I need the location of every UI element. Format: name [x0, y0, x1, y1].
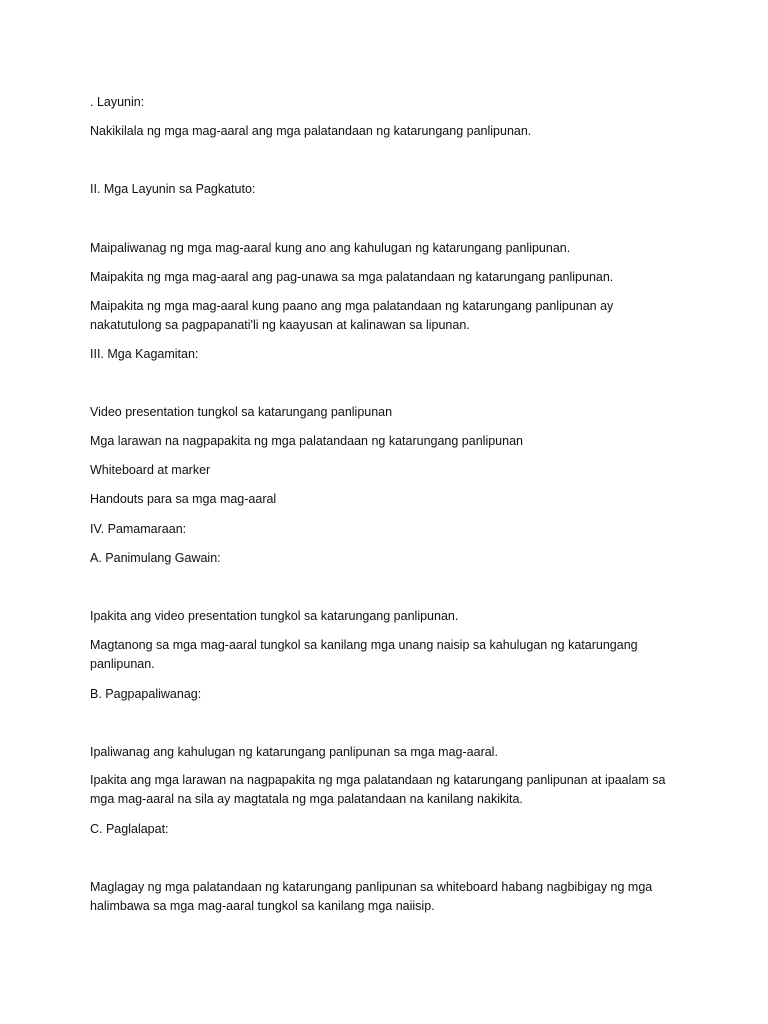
layunin-text: Nakikilala ng mga mag-aaral ang mga palatandaan ng katarungang panlipunan.: [90, 124, 532, 138]
subsection-c-heading: C. Paglalapat:: [90, 822, 169, 836]
objective-1: Maipaliwanag ng mga mag-aaral kung ano ang kahulugan ng katarungang panlipunan.: [90, 241, 571, 255]
material-3: Whiteboard at marker: [90, 463, 211, 477]
material-2: Mga larawan na nagpapakita ng mga palatandaan ng katarungang panlipunan: [90, 434, 523, 448]
material-4: Handouts para sa mga mag-aaral: [90, 492, 277, 506]
subsection-a-item-2: Magtanong sa mga mag-aaral tungkol sa kanilang mga unang naisip sa kahulugan ng katarungang panlipunan.: [90, 638, 638, 671]
subsection-b-item-1: Ipaliwanag ang kahulugan ng katarungang panlipunan sa mga mag-aaral.: [90, 745, 498, 759]
section2-heading: II. Mga Layunin sa Pagkatuto:: [90, 182, 256, 196]
section4-heading: IV. Pamamaraan:: [90, 522, 187, 536]
subsection-a-heading: A. Panimulang Gawain:: [90, 551, 221, 565]
material-1: Video presentation tungkol sa katarungang panlipunan: [90, 405, 393, 419]
subsection-b-item-2: Ipakita ang mga larawan na nagpapakita ng mga palatandaan ng katarungang panlipunan at ipaalam sa mga mag-aaral na sila ay magtatala ng mga palatandaan na kanilang nakikita.: [90, 773, 666, 806]
subsection-a-item-1: Ipakita ang video presentation tungkol sa katarungang panlipunan.: [90, 609, 459, 623]
layunin-heading: . Layunin:: [90, 95, 145, 109]
section3-heading: III. Mga Kagamitan:: [90, 347, 199, 361]
objective-2: Maipakita ng mga mag-aaral ang pag-unawa sa mga palatandaan ng katarungang panlipunan.: [90, 270, 614, 284]
subsection-b-heading: B. Pagpapaliwanag:: [90, 687, 202, 701]
subsection-c-item-1: Maglagay ng mga palatandaan ng katarungang panlipunan sa whiteboard habang nagbibigay ng mga halimbawa sa mga mag-aaral tungkol sa kanilang mga naiisip.: [90, 880, 653, 913]
objective-3: Maipakita ng mga mag-aaral kung paano ang mga palatandaan ng katarungang panlipunan ay nakatutulong sa pagpapanati'li ng kaayusan at kalinawan sa lipunan.: [90, 299, 614, 332]
